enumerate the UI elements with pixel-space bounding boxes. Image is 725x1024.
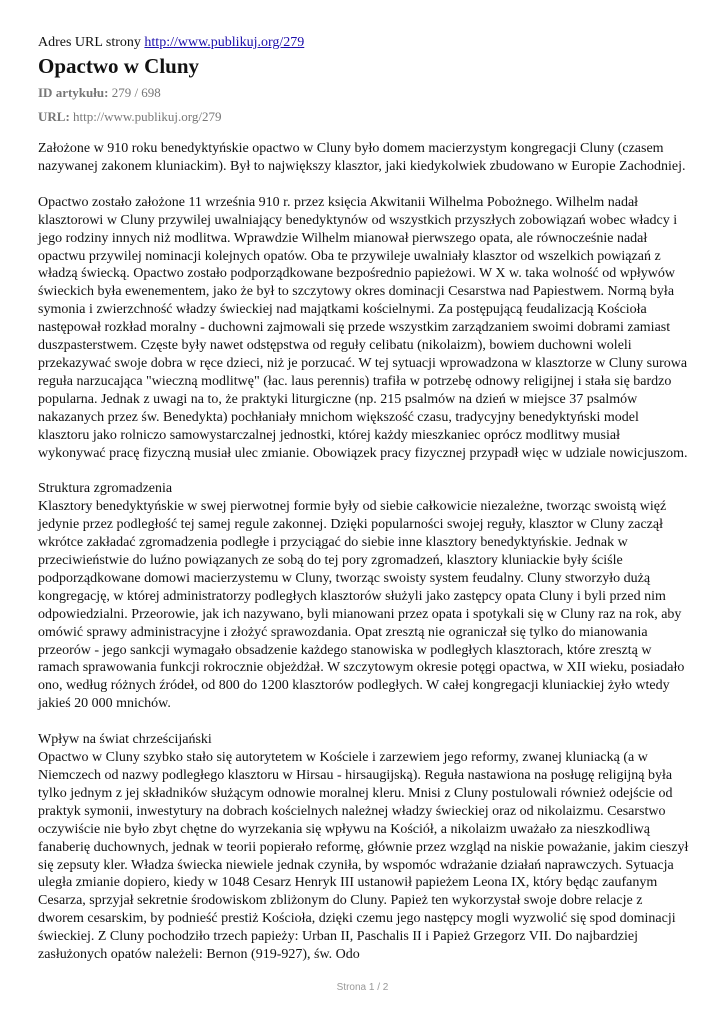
article-url-value: http://www.publikuj.org/279 [73,109,222,124]
article-id-label: ID artykułu: [38,85,109,100]
article-link[interactable]: http://www.publikuj.org/279 [144,35,305,50]
page-footer: Strona 1 / 2 [336,982,389,993]
section-body: Klasztory benedyktyńskie w swej pierwotnej formie były od siebie całkowicie niezależne, tworząc swoistą więź jedynie przez podległość tej samej regule zakonnej. Dzięki popularności swojej reguły, klasztor w Cluny zaczął wkrótce zakładać zgromadzenia podległe i przyciągać do siebie inne klasztory benedyktyńskie. Jednak w przeciwieństwie do luźno powiązanych ze sobą do tej pory zgromadzeń, klasztory kluniackie były ściśle podporządkowane domowi macierzystemu w Cluny, tworząc swoisty system feudalny. Cluny stworzyło dużą kongregację, w której administratorzy podległych klasztorów służyli jako zastępcy opata Cluny i byli przed nim odpowiedzialni. Przeorowie, jak ich nazywano, byli mianowani przez opata i spotykali się w Cluny raz na rok, aby omówić sprawy administracyjne i złożyć sprawozdania. Opat zresztą nie ograniczał się tylko do mianowania przeorów - jego sankcji wymagało obsadzenie każdego stanowiska w podległych klasztorach, które zresztą w ramach sprawowania funkcji rokrocznie objeżdżał. W szczytowym okresie potęgi opactwa, w XII wieku, posiadało ono, według różnych źródeł, od 800 do 1200 klasztorów podległych. W całej kongregacji kluniackiej żyło wtedy jakieś 20 000 mnichów. [38,499,685,712]
section-body: Opactwo w Cluny szybko stało się autorytetem w Kościele i zarzewiem jego reformy, zwanej kluniacką (a w Niemczech od nazwy podległego klasztoru w Hirsau - hirsaugijską). Reguła nastawiona na posługę religijną była tylko jednym z jej składników służącym odnowie moralnej kleru. Mnisi z Cluny postulowali również odejście od praktyk symonii, inwestytury na dobrach kościelnych należnej władzy świeckiej oraz od nikolaizmu. Cesarstwo oczywiście nie było zbyt chętne do wyrzekania się wpływu na Kościół, a nikolaizm uważało za nieszkodliwą fanaberię duchownych, jednak w teorii popierało reformę, głównie przez wzgląd na niskie poważanie, jakim cieszył się zepsuty kler. Władza świecka niewiele jednak czyniła, by wspomóc wdrażanie działań naprawczych. Sytuacja uległa zmianie dopiero, kiedy w 1048 Cesarz Henryk III ustanowił papieżem Leona IX, który będąc zaufanym Cesarza, sprzyjał sekretnie środowiskom zbliżonym do Cluny. Papież ten wykorzystał swoje dobre relacje z dworem cesarskim, by podnieść prestiż Kościoła, dzięki czemu jego następcy mogli wyzwolić się spod dominacji świeckiej. Z Cluny pochodziło trzech papieży: Urban II, Paschalis II i Papież Grzegorz VII. Do najbardziej zasłużonych opatów należeli: Bernon (919-927), św. Odo [38,750,689,963]
history-paragraph: Opactwo zostało założone 11 września 910 r. przez księcia Akwitanii Wilhelma Pobożnego. Wilhelm nadał klasztorowi w Cluny przywilej uwalniający benedyktynów od wszystkich przyszłych zobowiązań wobec władcy i jego rodziny innych niż modlitwa. Wprawdzie Wilhelm mianował pierwszego opata, ale równocześnie nadał opactwu przywilej nominacji kolejnych opatów. Oba te przywileje uwalniały klasztor od wszelkich powiązań z władzą świecką. Opactwo zostało podporządkowane bezpośrednio papieżowi. W X w. taka wolność od wpływów świeckich była ewenementem, jako że był to szczytowy okres dominacji Cesarstwa nad Papiestwem. Normą była symonia i zwierzchność władzy świeckiej nad majątkami kościelnymi. Za postępującą feudalizacją Kościoła następował rozkład moralny - duchowni zajmowali się przede wszystkim zarządzaniem swoimi dobrami zamiast duszpasterstwem. Częste były nawet odstępstwa od reguły celibatu (nikolaizm), bowiem duchowni woleli przekazywać swoje dobra w ręce dzieci, niż je porzucać. W tej sytuacji wprowadzona w klasztorze w Cluny surowa reguła narzucająca "wieczną modlitwę" (łac. laus perennis) trafiła w potrzebę odnowy religijnej i stała się bardzo popularna. Jednak z uwagi na to, że praktyki liturgiczne (np. 215 psalmów na dzień w miejsce 37 psalmów nakazanych przez św. Benedykta) pochłaniały mnichom większość czasu, tradycyjny benedyktyński model klasztoru jako rolniczo samowystarczalnej jednostki, której każdy mieszkaniec oprócz modlitwy musiał wykonywać pracę fizyczną musiał ulec zmianie. Obowiązek pracy fizycznej przypadł więc w udziale nowicjuszom. [38,194,688,461]
article-id-line [38,84,690,102]
section-influence [38,731,690,964]
document-page [38,34,690,964]
section-heading: Struktura zgromadzenia [38,481,173,497]
url-line [38,34,690,52]
url-prefix: Adres URL strony [38,35,141,50]
article-id-value: 279 / 698 [111,85,161,100]
article-url-line [38,108,690,126]
intro-paragraph: Założone w 910 roku benedyktyńskie opactwo w Cluny było domem macierzystym kongregacji Cluny (czasem nazywanej zakonem kluniackim). Był to największy klasztor, jaki kiedykolwiek zbudowano w Europie Zachodniej. [38,141,686,174]
section-heading: Wpływ na świat chrześcijański [38,732,212,748]
page-title: Opactwo w Cluny [38,54,200,78]
article-url-label: URL: [38,109,70,124]
section-structure [38,480,690,713]
